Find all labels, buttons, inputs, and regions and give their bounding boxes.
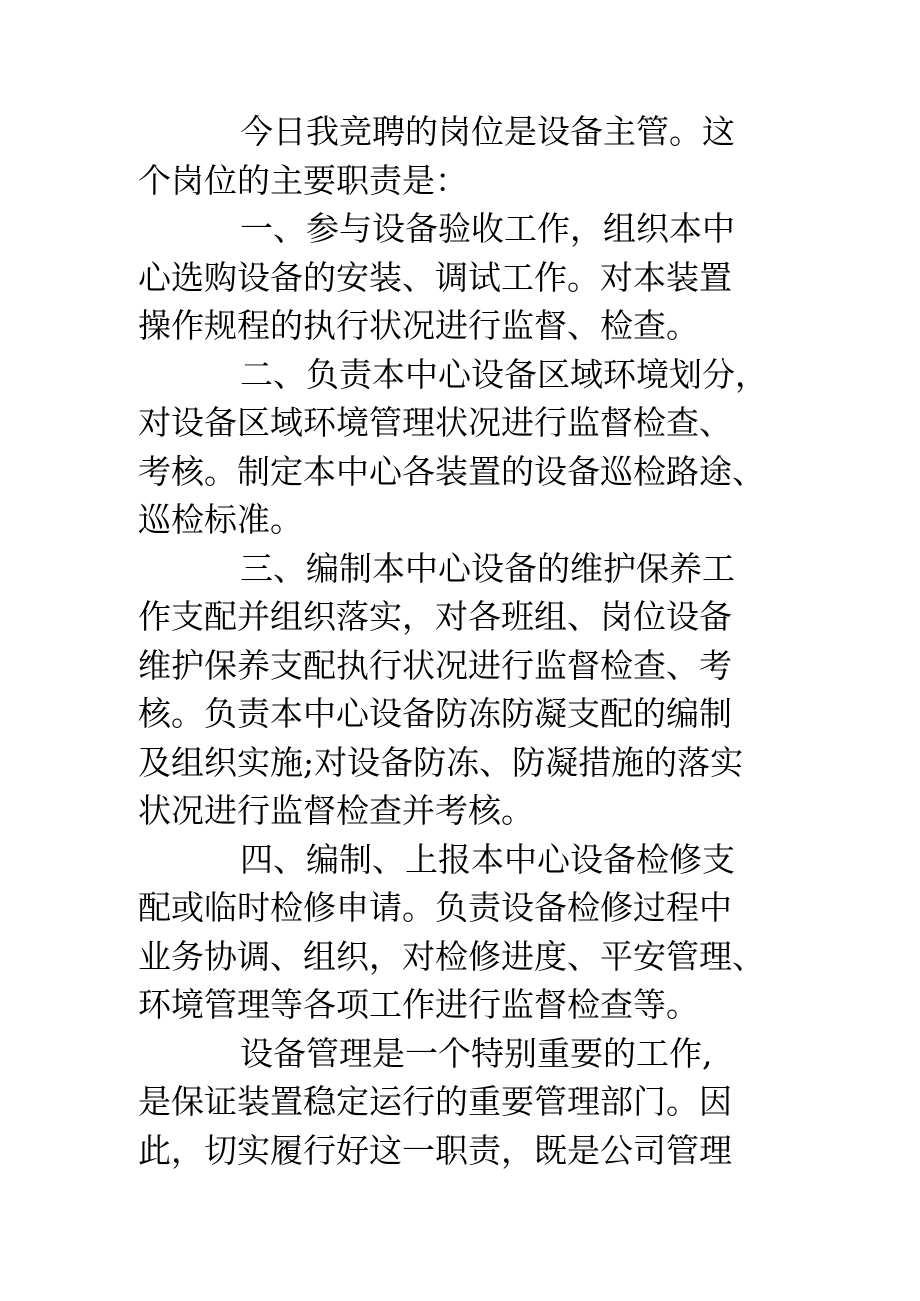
text-line: 及组织实施;对设备防冻、防凝措施的落实	[138, 742, 744, 782]
text-line: 个岗位的主要职责是：	[138, 160, 468, 200]
text-line: 设备管理是一个特别重要的工作,	[240, 1033, 713, 1073]
text-line: 状况进行监督检查并考核。	[138, 791, 534, 830]
text-line: 作支配并组织落实，对各班组、岗位设备	[138, 597, 732, 636]
text-line: 业务协调、组织，对检修进度、平安管理、	[138, 936, 765, 976]
text-line: 考核。制定本中心各装置的设备巡检路途、	[138, 451, 765, 491]
document-body	[138, 108, 798, 1175]
text-line: 此，切实履行好这一职责，既是公司管理	[138, 1130, 732, 1170]
text-line: 二、负责本中心设备区域环境划分，	[240, 354, 768, 394]
text-line: 巡检标准。	[138, 500, 303, 539]
text-line: 今日我竞聘的岗位是设备主管。这	[240, 112, 735, 151]
text-line: 心选购设备的安装、调试工作。对本装置	[138, 257, 732, 297]
text-line: 三、编制本中心设备的维护保养工	[240, 548, 735, 588]
text-line: 是保证装置稳定运行的重要管理部门。因	[138, 1082, 732, 1121]
text-line: 四、编制、上报本中心设备检修支	[240, 839, 735, 879]
text-line: 配或临时检修申请。负责设备检修过程中	[138, 888, 732, 927]
text-line: 维护保养支配执行状况进行监督检查、考	[138, 645, 732, 685]
text-line: 核。负责本中心设备防冻防凝支配的编制	[138, 694, 732, 733]
text-line: 环境管理等各项工作进行监督检查等。	[138, 985, 699, 1024]
text-line: 一、参与设备验收工作，组织本中	[240, 209, 735, 248]
text-line: 对设备区域环境管理状况进行监督检查、	[138, 403, 732, 442]
text-line: 操作规程的执行状况进行监督、检查。	[138, 306, 699, 345]
